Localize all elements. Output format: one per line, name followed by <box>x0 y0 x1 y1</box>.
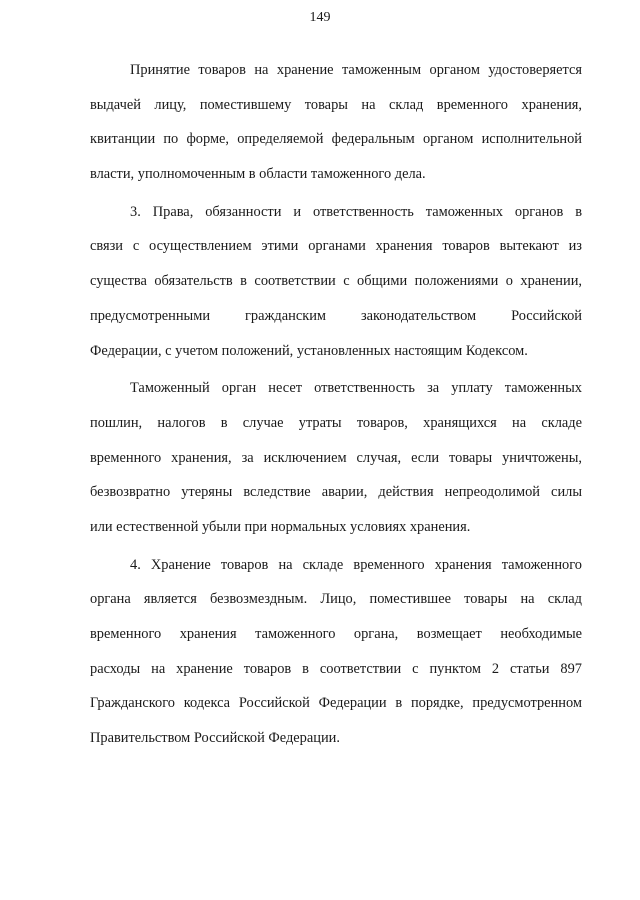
paragraph-line: расходы на хранение товаров в соответствии с пунктом 2 статьи 897 <box>90 660 582 677</box>
paragraph-line: временного хранения, за исключением случая, если товары уничтожены, <box>90 449 582 466</box>
paragraph-line: предусмотренными гражданским законодательством Российской <box>90 307 582 324</box>
paragraph-line: Гражданского кодекса Российской Федерации в порядке, предусмотренном <box>90 695 582 712</box>
paragraph-line: Федерации, с учетом положений, установленных настоящим Кодексом. <box>90 342 528 359</box>
paragraph-line: квитанции по форме, определяемой федеральным органом исполнительной <box>90 131 582 148</box>
paragraph-line: 4. Хранение товаров на складе временного хранения таможенного <box>130 556 582 573</box>
paragraph-line: безвозвратно утеряны вследствие аварии, действия непреодолимой силы <box>90 484 582 501</box>
paragraph-line: 3. Права, обязанности и ответственность таможенных органов в <box>130 203 582 220</box>
paragraph-liability <box>90 376 582 549</box>
paragraph-line: пошлин, налогов в случае утраты товаров, хранящихся на складе <box>90 414 582 431</box>
paragraph-section-3 <box>90 200 582 373</box>
paragraph-line: власти, уполномоченным в области таможенного дела. <box>90 166 426 183</box>
paragraph-line: Правительством Российской Федерации. <box>90 730 340 747</box>
paragraph-line: выдачей лицу, поместившему товары на склад временного хранения, <box>90 96 582 113</box>
paragraph-line: Таможенный орган несет ответственность за уплату таможенных <box>130 380 582 397</box>
paragraph-line: временного хранения таможенного органа, возмещает необходимые <box>90 626 582 642</box>
page-number: 149 <box>309 10 331 25</box>
paragraph-line: органа является безвозмездным. Лицо, поместившее товары на склад <box>90 591 582 608</box>
paragraph-line: или естественной убыли при нормальных условиях хранения. <box>90 518 471 535</box>
paragraph-line: существа обязательств в соответствии с общими положениями о хранении, <box>90 273 582 290</box>
paragraph-line: связи с осуществлением этими органами хранения товаров вытекают из <box>90 238 582 255</box>
paragraph-section-4 <box>90 553 582 761</box>
document-body <box>90 58 582 761</box>
paragraph-line: Принятие товаров на хранение таможенным органом удостоверяется <box>130 62 582 78</box>
paragraph-acceptance <box>90 58 582 197</box>
